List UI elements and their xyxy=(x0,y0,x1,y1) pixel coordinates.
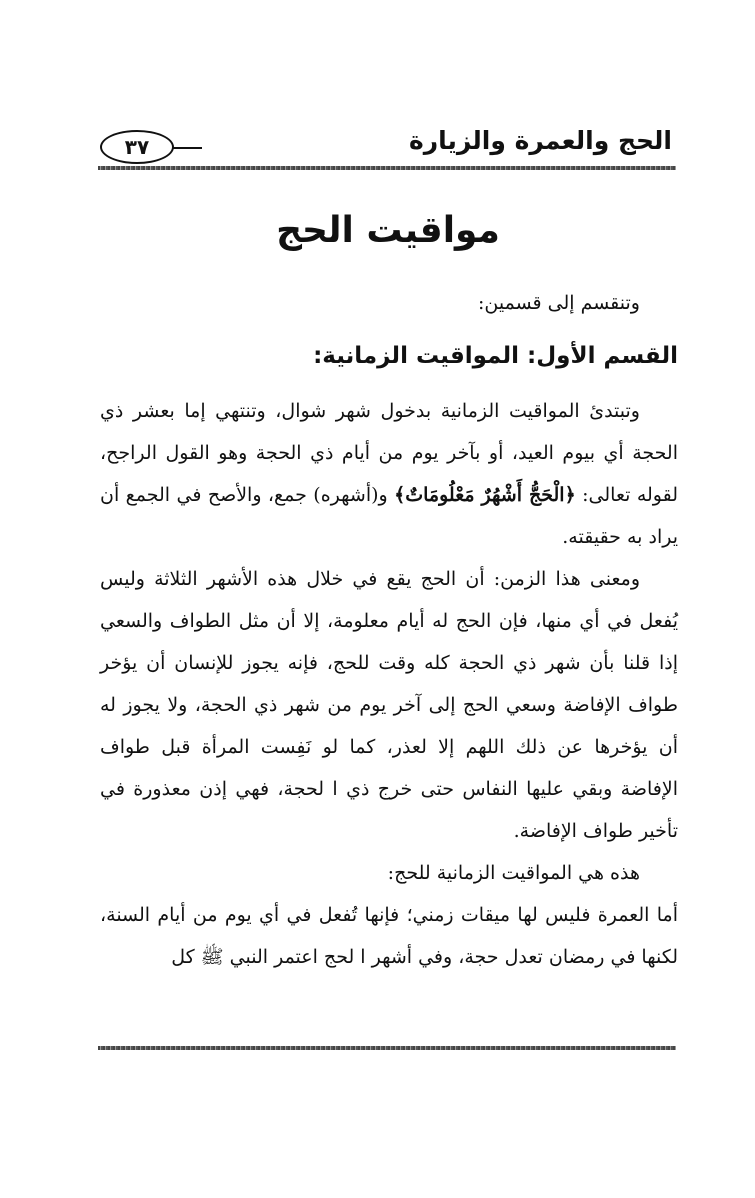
paragraph-1 xyxy=(100,390,678,558)
paragraph-1-part-b: و(أشهره) جمع، والأصح في الجمع أن يراد به حقيقته. xyxy=(100,484,678,548)
paragraph-4: أما العمرة فليس لها ميقات زمني؛ فإنها تُفعل في أي يوم من أيام السنة، لكنها في رمضان تعدل حجة، وفي أشهر ا لحج اعتمر النبي ﷺ كل xyxy=(100,904,678,968)
running-header xyxy=(96,118,680,168)
footer-divider xyxy=(98,1046,676,1050)
paragraph-3: هذه هي المواقيت الزمانية للحج: xyxy=(387,862,640,884)
paragraph-2: ومعنى هذا الزمن: أن الحج يقع في خلال هذه الأشهر الثلاثة وليس يُفعل في أي منها، فإن الحج له أيام معلومة، إلا أن مثل الطواف والسعي إذا قلنا بأن شهر ذي الحجة كله وقت للحج، فإنه يجوز للإنسان أن يؤخر طواف الإفاضة وسعي الحج إلى آخر يوم من شهر ذي الحجة، ولا يجوز له أن يؤخرها عن ذلك اللهم إلا لعذر، كما لو نَفِست المرأة قبل طواف الإفاضة وبقي عليها النفاس حتى خرج ذي ا لحجة، فهي إذن معذورة في تأخير طواف الإفاضة. xyxy=(100,568,678,842)
paragraph-1-part-a: وتبتدئ المواقيت الزمانية بدخول شهر شوال، وتنتهي إما بعشر ذي الحجة أي بيوم العيد، أو بآخر يوم من أيام ذي الحجة وهو القول الراجح، لقوله تعالى: xyxy=(100,400,679,506)
page-number: ٣٧ xyxy=(100,130,174,164)
header-divider xyxy=(98,166,676,170)
section-heading: القسم الأول: المواقيت الزمانية: xyxy=(313,343,678,369)
chapter-title: مواقيت الحج xyxy=(276,210,500,251)
quran-verse: ﴿الْحَجُّ أَشْهُرٌ مَعْلُومَاتٌ﴾ xyxy=(394,484,576,506)
book-title: الحج والعمرة والزيارة xyxy=(408,126,672,155)
body-text xyxy=(100,282,678,978)
intro-line: وتنقسم إلى قسمين: xyxy=(477,292,640,314)
